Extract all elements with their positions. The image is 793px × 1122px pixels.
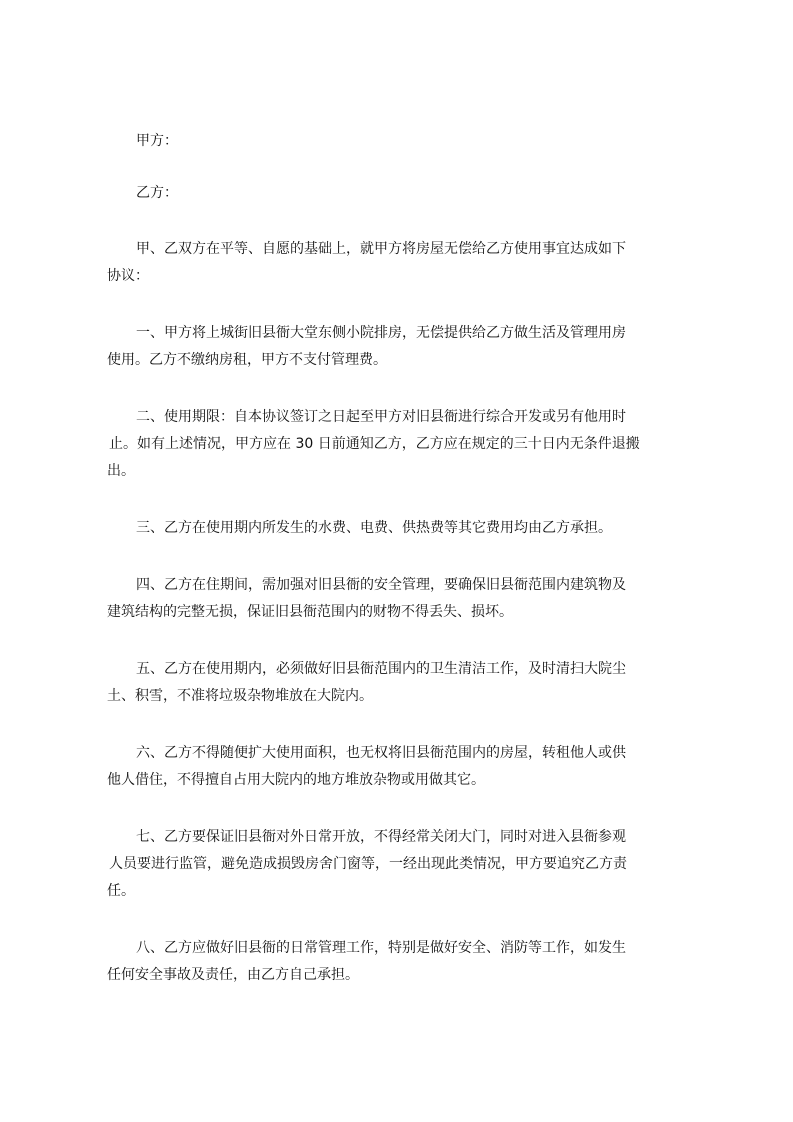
clause-6-paragraph — [107, 740, 699, 794]
clause-8-line-1: 八、乙方应做好旧县衙的日常管理工作，特别是做好安全、消防等工作，如发生 — [136, 940, 626, 956]
clause-4-line-2: 建筑结构的完整无损，保证旧县衙范围内的财物不得丢失、损坏。 — [107, 604, 513, 620]
clause-4-line-1: 四、乙方在住期间，需加强对旧县衙的安全管理，要确保旧县衙范围内建筑物及 — [136, 577, 626, 593]
clause-7-line-3: 任。 — [107, 883, 135, 899]
clause-7-paragraph — [107, 824, 699, 905]
clause-2-line-1: 二、使用期限：自本协议签订之日起至甲方对旧县衙进行综合开发或另有他用时 — [136, 409, 626, 425]
party-a-line — [107, 128, 699, 155]
clause-8-paragraph — [107, 935, 699, 989]
clause-2-line-2: 止。如有上述情况，甲方应在 30 日前通知乙方，乙方应在规定的三十日内无条件退搬 — [109, 436, 640, 452]
clause-8-line-2: 任何安全事故及责任，由乙方自己承担。 — [107, 967, 359, 983]
clause-5-paragraph — [107, 656, 699, 710]
clause-1-paragraph — [107, 320, 699, 374]
clause-1-line-2: 使用。乙方不缴纳房租，甲方不支付管理费。 — [107, 352, 387, 368]
clause-6-line-2: 他人借住，不得擅自占用大院内的地方堆放杂物或用做其它。 — [107, 772, 485, 788]
clause-2-line-3: 出。 — [107, 463, 135, 479]
party-b-line — [107, 180, 699, 207]
party-a-label: 甲方： — [136, 133, 178, 149]
clause-7-line-1: 七、乙方要保证旧县衙对外日常开放，不得经常关闭大门，同时对进入县衙参观 — [136, 829, 626, 845]
document-body — [107, 128, 699, 1019]
clause-6-line-1: 六、乙方不得随便扩大使用面积，也无权将旧县衙范围内的房屋，转租他人或供 — [136, 745, 626, 761]
party-b-label: 乙方： — [136, 185, 178, 201]
clause-2-paragraph — [107, 404, 699, 485]
intro-paragraph — [107, 236, 699, 290]
clause-7-line-2: 人员要进行监管，避免造成损毁房舍门窗等，一经出现此类情况，甲方要追究乙方责 — [109, 856, 627, 872]
clause-5-line-1: 五、乙方在使用期内，必须做好旧县衙范围内的卫生清洁工作，及时清扫大院尘 — [136, 661, 626, 677]
intro-line-2: 协议： — [107, 268, 149, 284]
intro-line-1: 甲、乙双方在平等、自愿的基础上，就甲方将房屋无偿给乙方使用事宜达成如下 — [136, 241, 626, 257]
clause-3-line-1: 三、乙方在使用期内所发生的水费、电费、供热费等其它费用均由乙方承担。 — [136, 520, 612, 536]
clause-4-paragraph — [107, 572, 699, 626]
clause-5-line-2: 土、积雪，不准将垃圾杂物堆放在大院内。 — [107, 688, 373, 704]
clause-1-line-1: 一、甲方将上城街旧县衙大堂东侧小院排房，无偿提供给乙方做生活及管理用房 — [136, 325, 626, 341]
clause-3-paragraph — [107, 515, 699, 542]
